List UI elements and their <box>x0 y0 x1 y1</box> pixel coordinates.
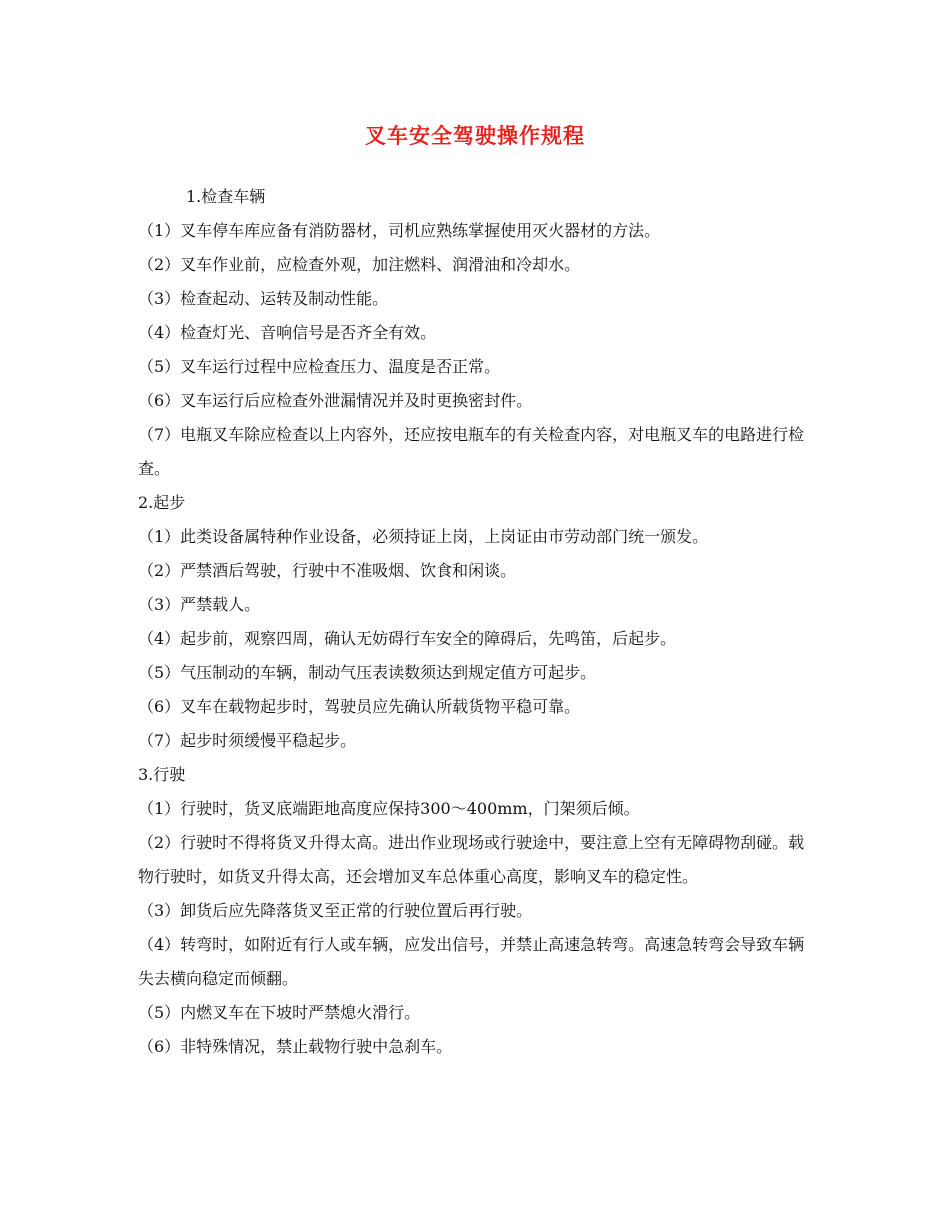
list-item: （1）此类设备属特种作业设备，必须持证上岗，上岗证由市劳动部门统一颁发。 <box>138 527 709 546</box>
page-title: 叉车安全驾驶操作规程 <box>365 123 585 148</box>
list-item: （5）内燃叉车在下坡时严禁熄火滑行。 <box>138 1003 421 1022</box>
list-item: （4）检查灯光、音响信号是否齐全有效。 <box>138 323 437 342</box>
list-item: （3）严禁载人。 <box>138 595 261 614</box>
list-item: （4）起步前，观察四周，确认无妨碍行车安全的障碍后，先鸣笛，后起步。 <box>138 629 677 648</box>
section-heading: 1.检查车辆 <box>186 187 266 206</box>
list-item: （6）叉车在载物起步时，驾驶员应先确认所载货物平稳可靠。 <box>138 697 581 716</box>
list-item: （6）叉车运行后应检查外泄漏情况并及时更换密封件。 <box>138 391 533 410</box>
list-item: （7）电瓶叉车除应检查以上内容外，还应按电瓶车的有关检查内容，对电瓶叉车的电路进行检查。 <box>138 425 805 478</box>
list-item: （7）起步时须缓慢平稳起步。 <box>138 731 357 750</box>
list-item: （6）非特殊情况，禁止载物行驶中急刹车。 <box>138 1037 453 1056</box>
list-item: （2）严禁酒后驾驶，行驶中不准吸烟、饮食和闲谈。 <box>138 561 517 580</box>
section-heading: 3.行驶 <box>138 765 186 784</box>
list-item: （4）转弯时，如附近有行人或车辆，应发出信号，并禁止高速急转弯。高速急转弯会导致车辆失去横向稳定而倾翻。 <box>138 935 805 988</box>
list-item: （3）检查起动、运转及制动性能。 <box>138 289 389 308</box>
list-item: （2）叉车作业前，应检查外观，加注燃料、润滑油和冷却水。 <box>138 255 581 274</box>
list-item: （5）气压制动的车辆，制动气压表读数须达到规定值方可起步。 <box>138 663 597 682</box>
list-item: （3）卸货后应先降落货叉至正常的行驶位置后再行驶。 <box>138 901 533 920</box>
document-body <box>138 180 818 1064</box>
list-item: （1）行驶时，货叉底端距地高度应保持300～400mm，门架须后倾。 <box>138 799 640 818</box>
section-heading: 2.起步 <box>138 493 186 512</box>
list-item: （1）叉车停车库应备有消防器材，司机应熟练掌握使用灭火器材的方法。 <box>138 221 661 240</box>
list-item: （2）行驶时不得将货叉升得太高。进出作业现场或行驶途中，要注意上空有无障碍物刮碰。载物行驶时，如货叉升得太高，还会增加叉车总体重心高度，影响叉车的稳定性。 <box>138 833 805 886</box>
list-item: （5）叉车运行过程中应检查压力、温度是否正常。 <box>138 357 501 376</box>
